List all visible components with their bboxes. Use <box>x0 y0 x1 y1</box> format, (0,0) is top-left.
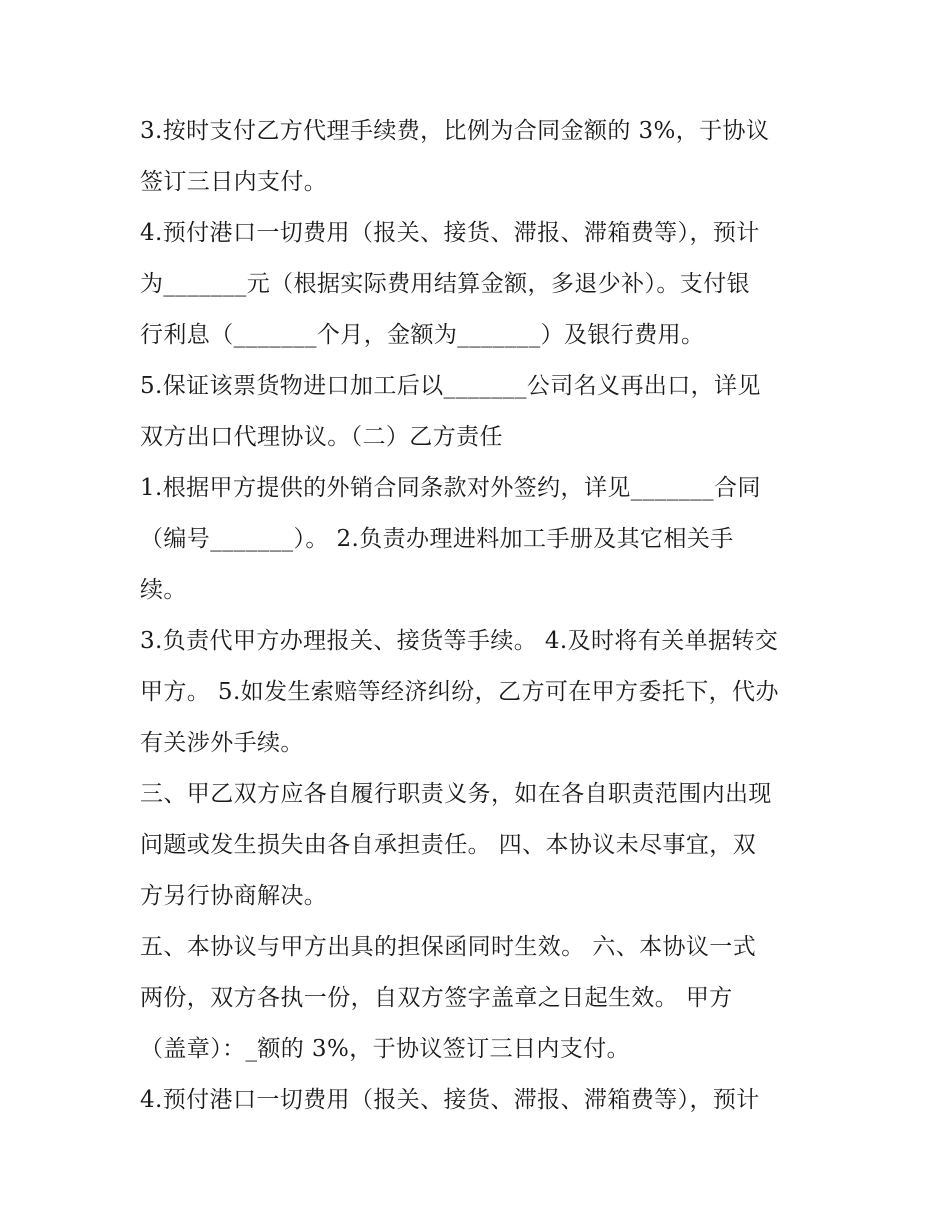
document-body <box>140 106 840 1126</box>
text-line: 行利息（_______个月，金额为_______）及银行费用。 <box>140 322 705 348</box>
text-line: 有关涉外手续。 <box>140 730 304 756</box>
text-line: 甲方。 5.如发生索赔等经济纠纷，乙方可在甲方委托下，代办 <box>140 679 779 705</box>
text-line: 方另行协商解决。 <box>140 883 328 909</box>
text-line: 为_______元（根据实际费用结算金额，多退少补）。支付银 <box>140 271 750 297</box>
text-line: （盖章）：_额的 3%，于协议签订三日内支付。 <box>140 1036 630 1062</box>
text-line: 4.预付港口一切费用（报关、接货、滞报、滞箱费等），预计 <box>140 220 760 246</box>
text-line: 3.负责代甲方办理报关、接货等手续。 4.及时将有关单据转交 <box>140 628 779 654</box>
text-line: 5.保证该票货物进口加工后以_______公司名义再出口，详见 <box>140 373 761 399</box>
text-line: 签订三日内支付。 <box>140 169 328 195</box>
text-line: 续。 <box>140 577 187 603</box>
text-line: 3.按时支付乙方代理手续费，比例为合同金额的 3%，于协议 <box>140 118 770 144</box>
text-line: 4.预付港口一切费用（报关、接货、滞报、滞箱费等），预计 <box>140 1087 760 1113</box>
text-line: 三、甲乙双方应各自履行职责义务，如在各自职责范围内出现 <box>140 781 772 807</box>
text-line: 两份，双方各执一份，自双方签字盖章之日起生效。 甲方 <box>140 985 733 1011</box>
text-line: 五、本协议与甲方出具的担保函同时生效。 六、本协议一式 <box>140 934 757 960</box>
text-line: （编号_______）。 2.负责办理进料加工手册及其它相关手 <box>140 526 734 552</box>
text-line: 1.根据甲方提供的外销合同条款对外签约，详见_______合同 <box>140 475 761 501</box>
text-line: 问题或发生损失由各自承担责任。 四、本协议未尽事宜，双 <box>140 832 757 858</box>
text-line: 双方出口代理协议。（二）乙方责任 <box>140 424 503 450</box>
